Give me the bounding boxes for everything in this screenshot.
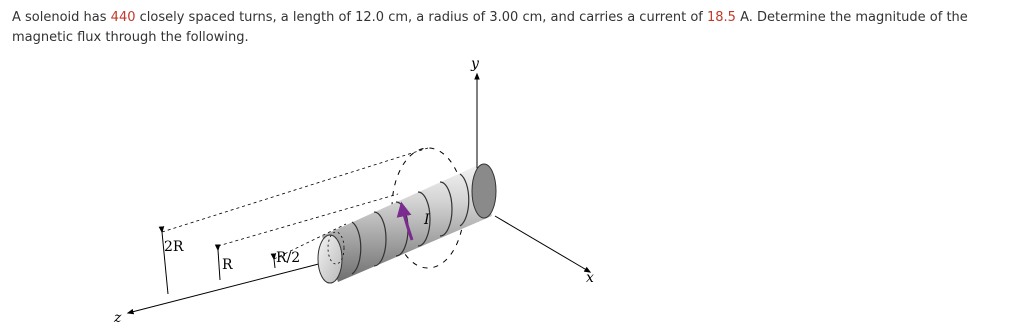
current-value: 18.5 xyxy=(707,10,736,25)
problem-text-2: closely spaced turns, a length of 12.0 cm, a radius of 3.00 cm, and carries a current of xyxy=(135,10,707,25)
z-axis-label: z xyxy=(114,310,122,326)
solenoid-near-end xyxy=(318,235,342,283)
y-axis-label: y xyxy=(471,56,479,72)
problem-statement xyxy=(12,8,1002,48)
radius-r-line xyxy=(218,250,220,280)
x-axis-line xyxy=(495,216,590,272)
solenoid-figure xyxy=(100,56,620,332)
z-axis-line xyxy=(128,259,338,313)
radius-r-label: R xyxy=(222,257,233,273)
axes xyxy=(128,74,590,313)
radius-half-r-label: R/2 xyxy=(276,250,301,266)
problem-text-1: A solenoid has xyxy=(12,10,111,25)
radius-half-r-line xyxy=(274,259,275,268)
turns-value: 440 xyxy=(110,10,136,25)
x-axis-label: x xyxy=(586,270,594,286)
radius-2r-label: 2R xyxy=(164,239,184,255)
current-label: I xyxy=(424,212,430,228)
problem-text-3: A. Determine the magnitude of the magnetic flux through the following. xyxy=(12,10,968,45)
solenoid-far-end xyxy=(472,164,496,218)
